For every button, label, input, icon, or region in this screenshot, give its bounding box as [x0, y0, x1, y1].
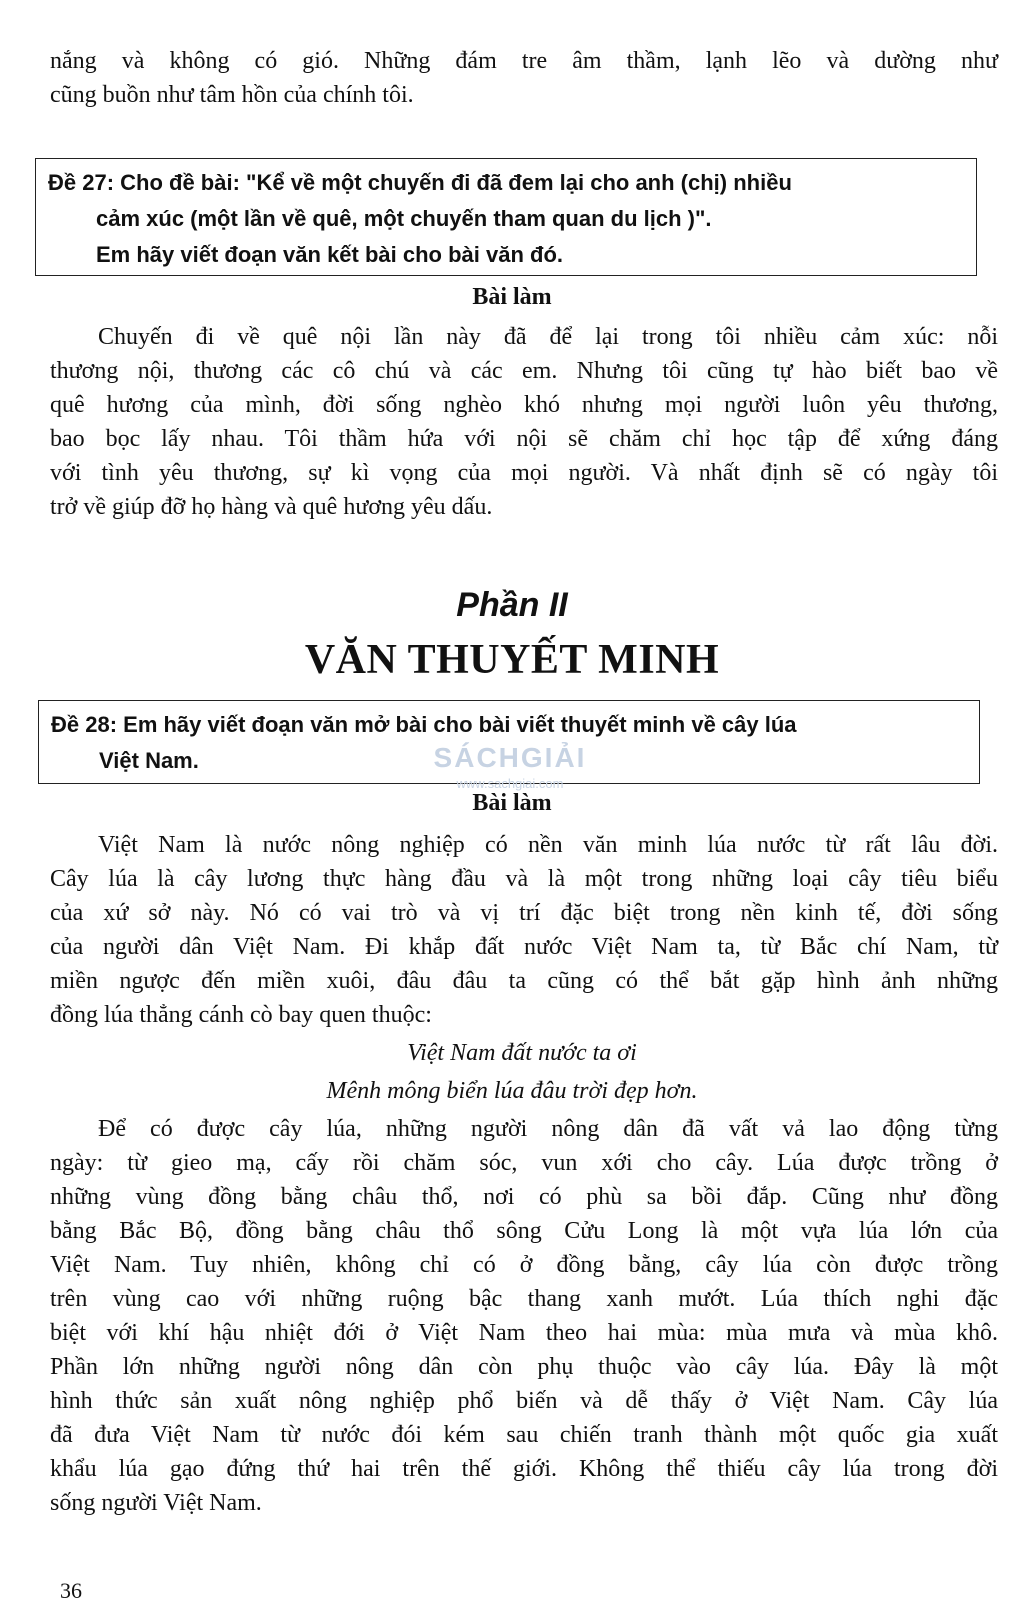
text-line: Để có được cây lúa, những người nông dân đã vất vả lao động từng — [98, 1116, 998, 1142]
answer-heading: Bài làm — [472, 284, 552, 310]
poem — [0, 1034, 1024, 1110]
exercise-27-box — [35, 158, 977, 276]
text-line: trở về giúp đỡ họ hàng và quê hương yêu dấu. — [50, 494, 493, 520]
text-line: với tình yêu thương, sự kì vọng của mọi người. Và nhất định sẽ có ngày tôi — [50, 460, 998, 486]
text-line: đã đưa Việt Nam từ nước đói kém sau chiến tranh thành một quốc gia xuất — [50, 1422, 998, 1448]
exercise-line: cảm xúc (một lần về quê, một chuyến tham quan du lịch )". — [96, 206, 712, 231]
watermark-text: SÁCHGIẢI — [433, 742, 587, 773]
exercise-line: Em hãy viết đoạn văn kết bài cho bài văn đó. — [96, 242, 564, 267]
text-line: bằng Bắc Bộ, đồng bằng châu thổ sông Cửu Long là một vựa lúa lớn của — [50, 1218, 998, 1244]
answer-28-paragraph-2 — [50, 1112, 998, 1520]
answer-heading: Bài làm — [472, 790, 552, 816]
text-line: Phần lớn những người nông dân còn phụ thuộc vào cây lúa. Đây là một — [50, 1354, 998, 1380]
exercise-line: Đề 28: Em hãy viết đoạn văn mở bài cho bài viết thuyết minh về cây lúa — [51, 712, 797, 737]
text-line: nắng và không có gió. Những đám tre âm thầm, lạnh lẽo và dường như — [50, 48, 998, 74]
answer-27-paragraph — [50, 320, 998, 524]
section-title: VĂN THUYẾT MINH — [304, 637, 720, 683]
exercise-line: Việt Nam. — [99, 748, 199, 773]
text-line: bao bọc lấy nhau. Tôi thầm hứa với nội sẽ chăm chỉ học tập để xứng đáng — [50, 426, 998, 452]
text-line: Chuyến đi về quê nội lần này đã để lại trong tôi nhiều cảm xúc: nỗi — [98, 324, 998, 350]
text-line: quê hương của mình, đời sống nghèo khó nhưng mọi người luôn yêu thương, — [50, 392, 998, 418]
part-title: Phần II — [456, 586, 568, 624]
exercise-line: Đề 27: Cho đề bài: "Kể về một chuyến đi đã đem lại cho anh (chị) nhiều — [48, 170, 792, 195]
text-line: miền ngược đến miền xuôi, đâu đâu ta cũng có thể bắt gặp hình ảnh những — [50, 968, 998, 994]
text-line: của người dân Việt Nam. Đi khắp đất nước Việt Nam ta, từ Bắc chí Nam, từ — [50, 934, 998, 960]
text-line: Việt Nam. Tuy nhiên, không chỉ có ở đồng bằng, cây lúa còn được trồng — [50, 1252, 998, 1278]
poem-line: Việt Nam đất nước ta ơi — [407, 1040, 637, 1066]
answer-28-paragraph-1 — [50, 828, 998, 1032]
text-line: sống người Việt Nam. — [50, 1490, 262, 1516]
text-line: Cây lúa là cây lương thực hàng đầu và là một trong những loại cây tiêu biểu — [50, 866, 998, 892]
poem-line: Mênh mông biển lúa đâu trời đẹp hơn. — [326, 1078, 698, 1104]
text-line: hình thức sản xuất nông nghiệp phổ biến và dễ thấy ở Việt Nam. Cây lúa — [50, 1388, 998, 1414]
page-number: 36 — [60, 1578, 82, 1603]
text-line: cũng buồn như tâm hồn của chính tôi. — [50, 82, 414, 108]
text-line: khẩu lúa gạo đứng thứ hai trên thế giới. Không thể thiếu cây lúa trong đời — [50, 1456, 998, 1482]
text-line: trên vùng cao với những ruộng bậc thang xanh mướt. Lúa thích nghi đặc — [50, 1286, 998, 1312]
text-line: Việt Nam là nước nông nghiệp có nền văn minh lúa nước từ rất lâu đời. — [98, 832, 998, 858]
text-line: của xứ sở này. Nó có vai trò và vị trí đặc biệt trong nền kinh tế, đời sống — [50, 900, 998, 926]
text-line: biệt với khí hậu nhiệt đới ở Việt Nam theo hai mùa: mùa mưa và mùa khô. — [50, 1320, 998, 1346]
top-paragraph — [50, 44, 998, 112]
text-line: những vùng đồng bằng châu thổ, nơi có phù sa bồi đắp. Cũng như đồng — [50, 1184, 998, 1210]
text-line: đồng lúa thẳng cánh cò bay quen thuộc: — [50, 1002, 432, 1028]
watermark-url: www.sachgiai.com — [456, 776, 564, 791]
text-line: thương nội, thương các cô chú và các em. Nhưng tôi cũng tự hào biết bao về — [50, 358, 998, 384]
text-line: ngày: từ gieo mạ, cấy rồi chăm sóc, vun xới cho cây. Lúa được trồng ở — [50, 1150, 998, 1176]
